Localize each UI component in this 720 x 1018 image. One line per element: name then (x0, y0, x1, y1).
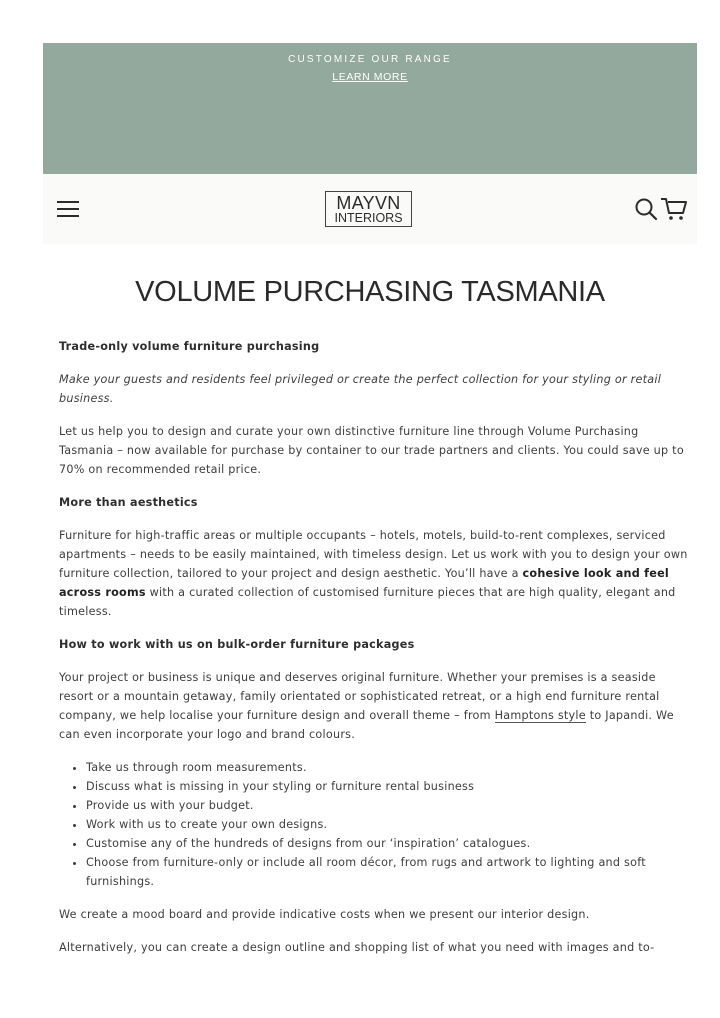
intro-italic-text: Make your guests and residents feel privileged or create the perfect collection for your styling or retail business. (59, 373, 662, 405)
site-header (43, 174, 697, 244)
list-item: • Discuss what is missing in your styling or furniture rental business (86, 777, 689, 796)
paragraph-text: Furniture for high-traffic areas or multiple occupants – hotels, motels, build-to-rent complexes, serviced apartments – needs to be easily maintained, with timeless design. Let us work with you to design your own furniture collection, tailored to your project and design aesthetic. You’ll have a (59, 529, 688, 580)
cart-icon[interactable] (660, 196, 688, 222)
list-item: • Take us through room measurements. (86, 758, 689, 777)
list-item: • Choose from furniture-only or include all room décor, from rugs and artwork to lighting and soft furnishings. (86, 853, 689, 891)
paragraph-text: Your project or business is unique and deserves original furniture. Whether your premises is a seaside resort or a mountain getaway, family orientated or sophisticated retreat, or a high end furniture rental company, we help localise your furniture design and overall theme – from (59, 671, 660, 722)
paragraph: We create a mood board and provide indicative costs when we present our interior design. (59, 908, 590, 921)
learn-more-link[interactable]: LEARN MORE (332, 71, 408, 83)
logo-wordmark-bottom: INTERIORS (334, 211, 403, 225)
paragraph: Let us help you to design and curate your own distinctive furniture line through Volume Purchasing Tasmania – now available for purchase by container to our trade partners and clients. You could save up to 70% on recommended retail price. (59, 425, 684, 476)
hamptons-style-link[interactable]: Hamptons style (494, 709, 586, 722)
logo-wordmark-top: MAYVN (336, 193, 401, 213)
paragraph (59, 526, 689, 621)
hamburger-menu-icon[interactable] (56, 198, 80, 218)
paragraph-text: to Japandi. We can even incorporate your logo and brand colours. (59, 709, 674, 741)
list-item: • Work with us to create your own designs. (86, 815, 689, 834)
paragraph (59, 668, 689, 744)
site-logo[interactable] (325, 191, 412, 227)
article-body (59, 337, 689, 971)
page-title: VOLUME PURCHASING TASMANIA (135, 276, 605, 308)
emphasis-text: cohesive look and feel across rooms (59, 567, 669, 599)
section-heading: More than aesthetics (59, 496, 198, 509)
section-heading: Trade-only volume furniture purchasing (59, 340, 320, 353)
announcement-bar (43, 43, 697, 174)
section-heading: How to work with us on bulk-order furniture packages (59, 638, 415, 651)
steps-list (59, 758, 689, 891)
list-item: • Customise any of the hundreds of designs from our ‘inspiration’ catalogues. (86, 834, 689, 853)
announcement-title: CUSTOMIZE OUR RANGE (288, 54, 452, 65)
intro-paragraph (59, 370, 689, 408)
list-item: • Provide us with your budget. (86, 796, 689, 815)
paragraph-text: with a curated collection of customised furniture pieces that are high quality, elegant and timeless. (59, 586, 676, 618)
paragraph: Alternatively, you can create a design outline and shopping list of what you need with images and to- (59, 941, 655, 954)
search-icon[interactable] (634, 197, 658, 221)
